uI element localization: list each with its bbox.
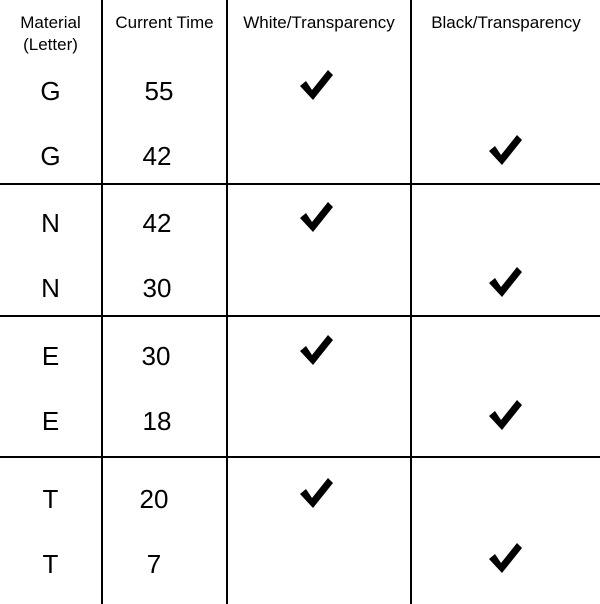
material-cell: E bbox=[41, 341, 60, 371]
time-cell: 30 bbox=[141, 341, 171, 371]
material-cell: G bbox=[40, 141, 61, 171]
time-cell: 7 bbox=[146, 549, 162, 579]
checkmark-icon bbox=[487, 540, 523, 576]
checkmark-icon bbox=[487, 397, 523, 433]
time-cell: 20 bbox=[139, 484, 169, 514]
material-cell: E bbox=[41, 406, 60, 436]
material-cell: N bbox=[41, 208, 60, 238]
material-cell: N bbox=[41, 273, 60, 303]
header-material-label: Material bbox=[20, 13, 81, 32]
checkmark-icon bbox=[298, 475, 334, 511]
header-white-transparency: White/Transparency bbox=[243, 13, 395, 32]
column-divider bbox=[410, 0, 412, 604]
header-black-transparency: Black/Transparency bbox=[431, 13, 581, 32]
checkmark-icon bbox=[487, 264, 523, 300]
group-divider bbox=[0, 315, 600, 317]
checkmark-icon bbox=[298, 67, 334, 103]
checkmark-icon bbox=[298, 332, 334, 368]
material-cell: G bbox=[40, 76, 61, 106]
time-cell: 42 bbox=[142, 141, 172, 171]
checkmark-icon bbox=[487, 132, 523, 168]
material-cell: T bbox=[42, 549, 59, 579]
time-cell: 42 bbox=[142, 208, 172, 238]
column-divider bbox=[101, 0, 103, 604]
group-divider bbox=[0, 183, 600, 185]
header-current-time: Current Time bbox=[115, 13, 214, 32]
header-material bbox=[0, 12, 101, 56]
column-divider bbox=[226, 0, 228, 604]
time-cell: 30 bbox=[142, 273, 172, 303]
time-cell: 18 bbox=[142, 406, 172, 436]
time-cell: 55 bbox=[144, 76, 174, 106]
group-divider bbox=[0, 456, 600, 458]
header-material-sublabel: (Letter) bbox=[23, 35, 78, 54]
checkmark-icon bbox=[298, 199, 334, 235]
material-cell: T bbox=[42, 484, 59, 514]
